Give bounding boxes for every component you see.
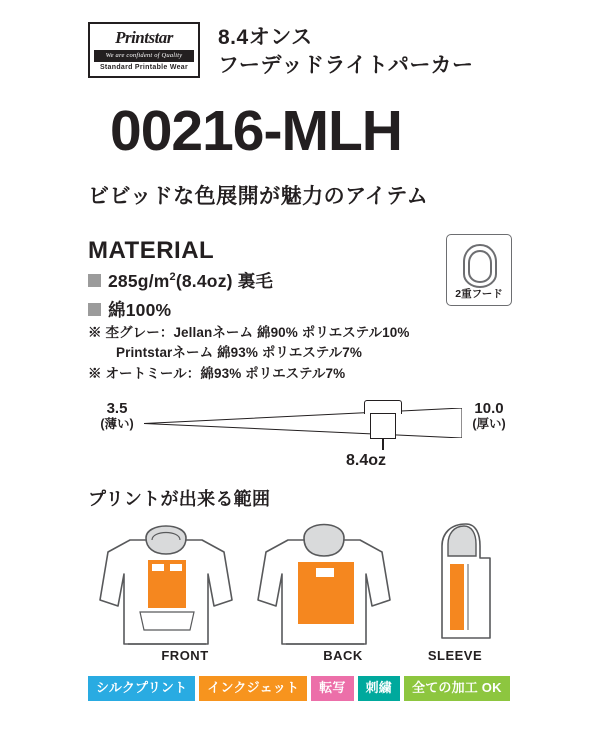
thickness-left-value: 3.5 (106, 400, 128, 417)
hood-icon (460, 242, 500, 290)
product-title (218, 22, 473, 81)
product-title-line1: 8.4オンス (218, 26, 313, 49)
material-note: Printstarネーム 綿93% ポリエステル7% (116, 345, 362, 361)
tag-inkjet: インクジェット (199, 676, 307, 701)
caption-front: FRONT (161, 648, 209, 663)
process-tags (88, 676, 510, 701)
brand-logo-subtitle: Standard Printable Wear (99, 64, 189, 71)
material-row-text: 綿100% (108, 300, 172, 320)
tag-transfer: 転写 (311, 676, 353, 701)
catch-copy: ビビッドな色展開が魅力のアイテム (88, 185, 429, 208)
thickness-wedge-icon (144, 408, 462, 438)
bullet-square-icon (88, 303, 101, 316)
product-code: 00216-MLH (110, 99, 402, 163)
double-hood-label: 2重フード (455, 288, 503, 300)
thickness-left-label: (薄い) (100, 417, 134, 432)
garment-back (258, 525, 390, 645)
product-title-line2: フーデッドライトパーカー (218, 54, 474, 78)
thickness-right-label: (厚い) (472, 417, 506, 432)
print-area-illustrations (90, 512, 510, 662)
thickness-scale (88, 400, 518, 475)
thickness-marker-value: 8.4oz (346, 452, 387, 469)
garment-sleeve (442, 524, 490, 638)
caption-sleeve: SLEEVE (427, 648, 483, 663)
material-rows (88, 268, 448, 326)
brand-logo-tagline: We are confident of Quality (94, 50, 194, 62)
thickness-marker-box (370, 413, 396, 439)
material-row (88, 297, 448, 322)
thickness-marker-top (364, 400, 402, 414)
bullet-square-icon (88, 274, 101, 287)
garment-front (100, 526, 232, 644)
caption-back: BACK (323, 648, 363, 663)
thickness-marker-stem (382, 438, 384, 450)
tag-all-ok: 全ての加工 OK (404, 676, 510, 701)
tag-silk-print: シルクプリント (88, 676, 195, 701)
material-notes (88, 323, 538, 384)
thickness-right (460, 400, 518, 432)
thickness-marker (364, 400, 402, 445)
header (88, 22, 558, 81)
brand-logo-name: Printstar (115, 28, 173, 47)
material-note: ※ オートミール：綿93% ポリエステル7% (88, 365, 346, 381)
brand-logo (88, 22, 200, 78)
material-row-text: $285g/m^2(8.4oz)$ 裏毛 (108, 271, 274, 291)
thickness-left (88, 400, 146, 432)
double-hood-badge (446, 234, 512, 306)
thickness-right-value: 10.0 (474, 400, 504, 417)
material-row (88, 268, 448, 293)
tag-embroidery: 刺繍 (358, 676, 400, 701)
material-note: ※ 杢グレー：Jellanネーム 綿90% ポリエステル10% (88, 325, 410, 340)
print-area-heading: プリントが出来る範囲 (88, 489, 271, 509)
material-heading: MATERIAL (88, 237, 215, 264)
